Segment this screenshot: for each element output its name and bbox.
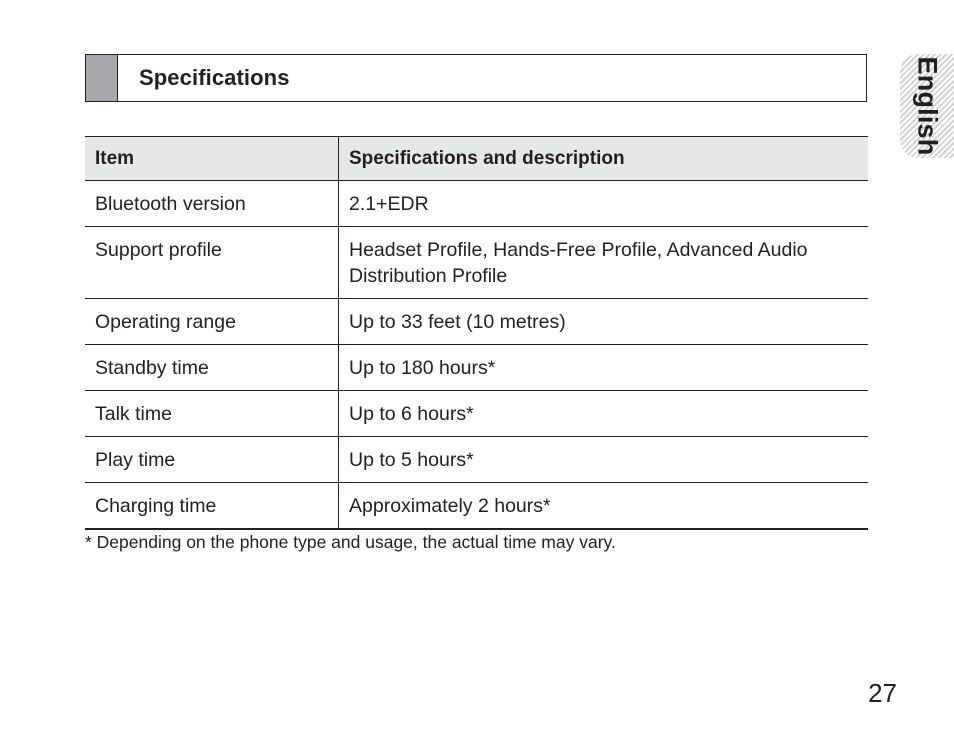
- table-row: [85, 345, 868, 391]
- footnote: * Depending on the phone type and usage, the actual time may vary.: [85, 532, 616, 552]
- row-item: Play time: [85, 437, 339, 483]
- row-description: Up to 5 hours*: [339, 437, 869, 483]
- row-item: Operating range: [85, 299, 339, 345]
- row-description: Up to 33 feet (10 metres): [339, 299, 869, 345]
- page-number: 27: [868, 678, 897, 708]
- row-item: Charging time: [85, 483, 339, 530]
- row-item: Talk time: [85, 391, 339, 437]
- table-row: [85, 181, 868, 227]
- table-header-row: [85, 137, 868, 181]
- table-row: [85, 437, 868, 483]
- header-item: Item: [85, 137, 339, 181]
- table-row: [85, 391, 868, 437]
- section-marker: [86, 55, 118, 101]
- specifications-table: [85, 136, 868, 530]
- language-tab-label: English: [912, 56, 943, 156]
- header-description: Specifications and description: [339, 137, 869, 181]
- row-description: Headset Profile, Hands-Free Profile, Advanced Audio Distribution Profile: [339, 227, 869, 299]
- table-row: [85, 299, 868, 345]
- row-description: 2.1+EDR: [339, 181, 869, 227]
- row-description: Approximately 2 hours*: [339, 483, 869, 530]
- table-row: [85, 227, 868, 299]
- row-item: Bluetooth version: [85, 181, 339, 227]
- language-tab: [900, 54, 954, 158]
- section-title: Specifications: [139, 65, 290, 90]
- row-item: Support profile: [85, 227, 339, 299]
- row-description: Up to 180 hours*: [339, 345, 869, 391]
- section-header: [85, 54, 867, 102]
- table-row: [85, 483, 868, 530]
- row-description: Up to 6 hours*: [339, 391, 869, 437]
- row-item: Standby time: [85, 345, 339, 391]
